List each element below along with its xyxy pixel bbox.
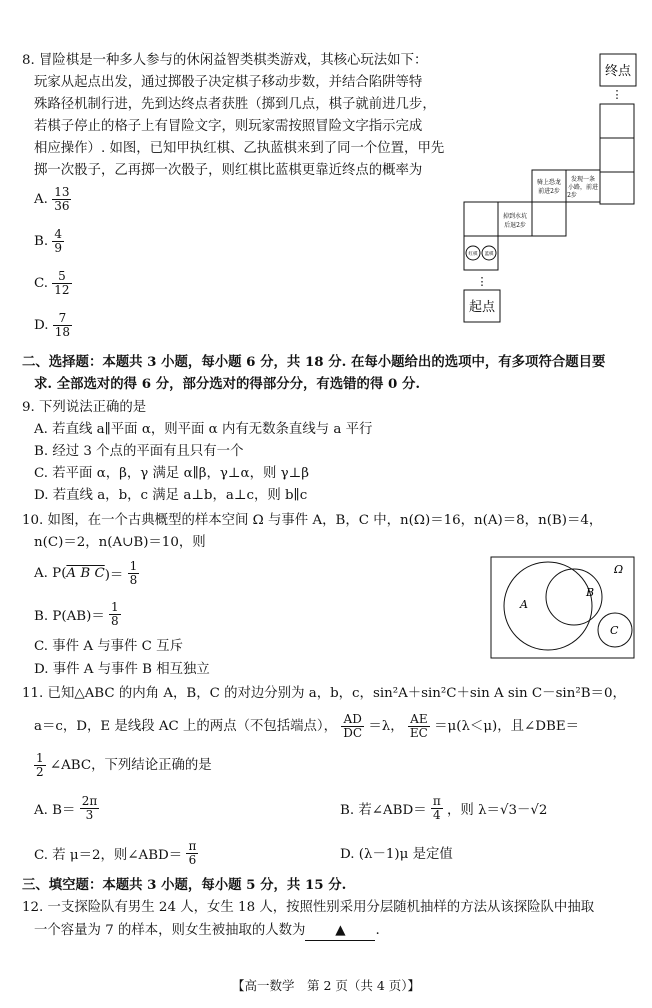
fraction: $\frac{\pi}{6}$: [188, 839, 197, 867]
q10-option-a[interactable]: A. P(A B C)＝ $\frac{1}{8}$: [34, 559, 138, 587]
q9-option-a[interactable]: A. 若直线 a∥平面 α，则平面 α 内有无数条直线与 a 平行: [34, 422, 373, 437]
q11-stem-line1: 11. 已知△ABC 的内角 A，B，C 的对边分别为 a，b，c，sin²A＋sin²C＋sin A sin C－sin²B＝0，: [22, 686, 626, 701]
board-cell: [600, 172, 634, 204]
dots-top: ⋮: [611, 88, 623, 101]
fraction-ad-dc: $\frac{AD}{DC}$: [343, 712, 363, 740]
cell-path-line2: 小路，前进: [567, 184, 599, 191]
q10-option-b[interactable]: B. P(AB)＝ $\frac{1}{8}$: [34, 600, 119, 628]
q12-stem-line2: 一个容量为 7 的样本，则女生被抽取的人数为 ▲ .: [34, 922, 380, 941]
q8-line: 玩家从起点出发，通过掷骰子决定棋子移动步数，并结合陷阱等特: [34, 75, 423, 90]
q8-option-d[interactable]: D. $\frac{7}{18}$: [34, 311, 71, 339]
board-cell: [532, 202, 566, 236]
fraction: $\frac{7}{18}$: [54, 311, 71, 339]
fraction-half: $\frac{1}{2}$: [36, 751, 44, 779]
board-cell: [532, 170, 566, 202]
q8-line: 殊路径机制行进，先到达终点者获胜（掷到几点，棋子就前进几步，: [34, 97, 436, 112]
q8-line: 若棋子停止的格子上有冒险文字，则玩家需按照冒险文字指示完成: [34, 119, 423, 134]
q11-option-b[interactable]: B. 若∠ABD＝ $\frac{\pi}{4}$ ，则 λ＝√3－√2: [340, 794, 548, 822]
cell-dino-line1: 骑上恐龙: [536, 179, 562, 186]
board-cell: [600, 138, 634, 172]
q8-option-a[interactable]: A. $\frac{13}{36}$: [34, 185, 70, 213]
fraction: $\frac{1}{8}$: [110, 600, 119, 628]
blue-piece-label: 蓝棋: [484, 252, 494, 257]
fraction: $\frac{1}{8}$: [129, 559, 138, 587]
q10-stem-line2: n(C)＝2，n(A∪B)＝10，则: [34, 535, 206, 550]
board-cell: [464, 202, 498, 236]
q11-option-a[interactable]: A. B＝ $\frac{2\pi}{3}$: [34, 794, 98, 822]
cell-path-line1: 发现一条: [570, 176, 596, 183]
section2-header-line2: 求. 全部选对的得 6 分，部分选对的得部分分，有选错的得 0 分.: [34, 376, 421, 392]
cell-dino-line2: 前进2步: [538, 188, 560, 195]
end-label: 终点: [604, 64, 632, 79]
q9-option-d[interactable]: D. 若直线 a，b，c 满足 a⊥b，a⊥c，则 b∥c: [34, 488, 308, 503]
answer-blank[interactable]: [305, 922, 375, 941]
page-footer: 【高一数学 第 2 页（共 4 页）】: [231, 978, 421, 993]
q11-stem-line3: $\frac{1}{2}$ ∠ABC，下列结论正确的是: [36, 751, 212, 779]
fraction: $\frac{2\pi}{3}$: [81, 794, 98, 822]
q11-option-d[interactable]: D. (λ－1)μ 是定值: [340, 847, 453, 862]
q10-option-c[interactable]: C. 事件 A 与事件 C 互斥: [34, 639, 183, 654]
event-b-label: B: [586, 586, 595, 599]
q8-line: 相应操作）. 如图，已知甲执红棋、乙执蓝棋来到了同一个位置，甲先: [34, 141, 445, 156]
cell-water-line2: 后退2步: [504, 222, 526, 229]
cell-path-line3: 2步: [567, 192, 577, 199]
fraction: $\frac{5}{12}$: [54, 269, 70, 297]
section2-header-line1: 二、选择题：本题共 3 小题，每小题 6 分，共 18 分. 在每小题给出的选项中，有多项符合题目要: [22, 354, 606, 370]
venn-diagram: [490, 556, 636, 660]
fraction: $\frac{\pi}{4}$: [432, 794, 441, 822]
triangle-mark-icon: ▲: [335, 923, 346, 938]
board-cell: [600, 104, 634, 138]
fraction: $\frac{4}{9}$: [54, 227, 63, 255]
q8-line: 掷一次骰子，乙再掷一次骰子，则红棋比蓝棋更靠近终点的概率为: [34, 163, 423, 178]
q10-option-d[interactable]: D. 事件 A 与事件 B 相互独立: [34, 662, 210, 677]
sample-space-box: [491, 557, 634, 658]
event-a-label: A: [520, 598, 528, 611]
fraction: $\frac{13}{36}$: [54, 185, 70, 213]
cell-water-line1: 掉到水坑: [502, 213, 528, 220]
q9-stem: 9. 下列说法正确的是: [22, 400, 147, 415]
q9-option-b[interactable]: B. 经过 3 个点的平面有且只有一个: [34, 444, 244, 459]
q8-line: 8. 冒险棋是一种多人参与的休闲益智类棋类游戏，其核心玩法如下：: [22, 53, 428, 68]
event-c-label: C: [610, 624, 619, 637]
q11-stem-line2: a＝c，D，E 是线段 AC 上的两点（不包括端点）， $\frac{AD}{DC}$ ＝λ， $\frac{AE}{EC}$ ＝μ(λ＜μ)，且∠DBE＝: [34, 712, 579, 740]
fraction-ae-ec: $\frac{AE}{EC}$: [409, 712, 428, 740]
adventure-board-diagram: [460, 50, 640, 335]
red-piece-label: 红棋: [468, 252, 478, 257]
section3-header: 三、填空题：本题共 3 小题，每小题 5 分，共 15 分.: [22, 877, 347, 893]
q8-option-b[interactable]: B. $\frac{4}{9}$: [34, 227, 63, 255]
complement-events: A B C: [66, 566, 105, 581]
q12-stem-line1: 12. 一支探险队有男生 24 人，女生 18 人，按照性别采用分层随机抽样的方法从该探险队中抽取: [22, 900, 595, 915]
q10-stem-line1: 10. 如图，在一个古典概型的样本空间 Ω 与事件 A，B，C 中，n(Ω)＝16，n(A)＝8，n(B)＝4，: [22, 513, 603, 528]
omega-label: Ω: [614, 563, 624, 576]
start-label: 起点: [468, 300, 496, 315]
dots-bottom: ⋮: [476, 275, 488, 288]
q11-option-c[interactable]: C. 若 μ＝2，则∠ABD＝ $\frac{\pi}{6}$: [34, 839, 197, 867]
q8-option-c[interactable]: C. $\frac{5}{12}$: [34, 269, 70, 297]
q9-option-c[interactable]: C. 若平面 α，β，γ 满足 α∥β，γ⊥α，则 γ⊥β: [34, 466, 309, 481]
